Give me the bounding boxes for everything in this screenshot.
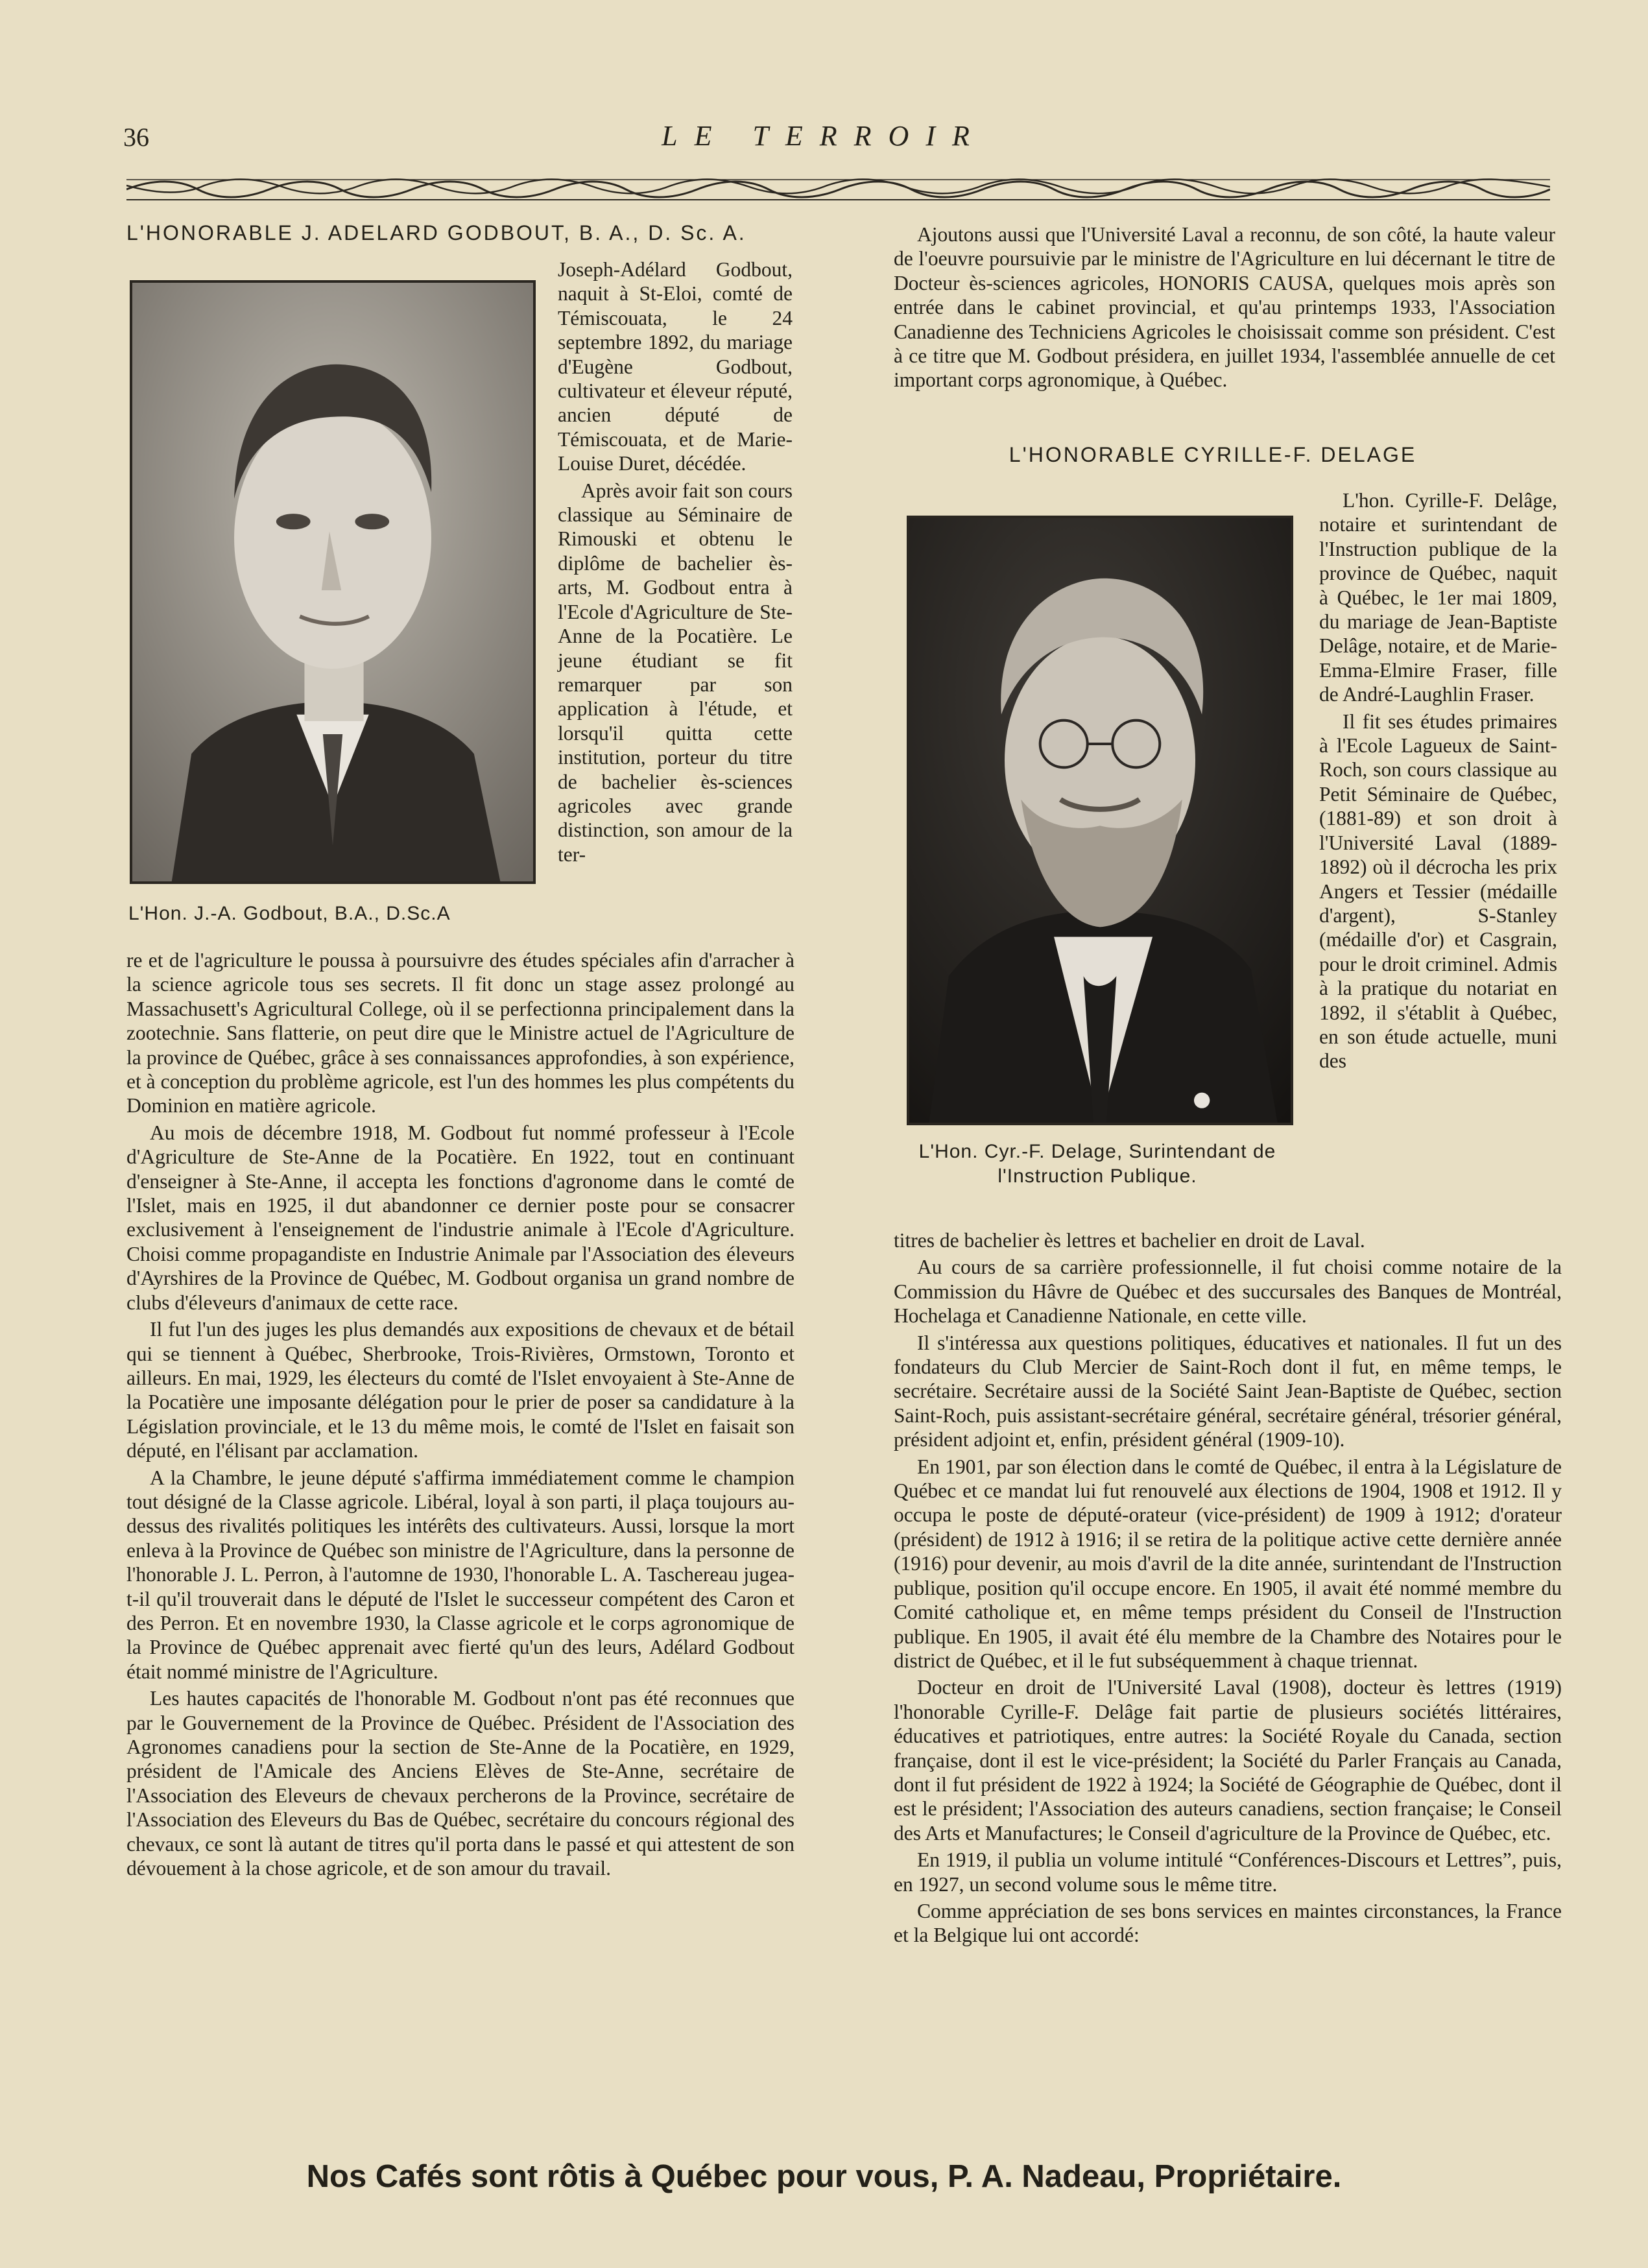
photo-caption-delage: L'Hon. Cyr.-F. Delage, Surintendant de l'Instruction Publique.: [918, 1141, 1276, 1187]
article2-paragraph: L'hon. Cyrille-F. Delâge, notaire et surintendant de l'Instruction publique de la province de Québec, naquit à Québec, le 1er mai 1809, du mariage de Jean-Baptiste Delâge, notaire, et de Marie-Emma-Elmire Fraser, fille de André-Laughlin Fraser.: [1319, 489, 1557, 706]
article-title-godbout: L'HONORABLE J. ADELARD GODBOUT, B. A., D. Sc. A.: [126, 221, 746, 245]
article2-paragraph: Il fit ses études primaires à l'Ecole Lagueux de Saint-Roch, son cours classique au Petit Séminaire de Québec, (1881-89) et son droit à l'Université Laval (1889-1892) où il décrocha les prix Angers et Tessier (médaille d'argent), S-Stanley (médaille d'or) et Casgrain, pour le droit criminel. Admis à la pratique du notariat en 1892, il s'établit à Québec, en son étude actuelle, muni des: [1319, 710, 1557, 1073]
article2-column-text: [894, 1228, 1562, 1950]
article1-paragraph: Ajoutons aussi que l'Université Laval a reconnu, de son côté, la haute valeur de l'oeuvre poursuivie par le ministre de l'Agriculture en lui décernant le titre de Docteur ès-sciences agricoles, HONORIS CAUSA, quelques mois après son entrée dans le cabinet provincial, et qu'au printemps 1933, l'Association Canadienne des Techniciens Agricoles le choisissait comme son président. C'est à ce titre que M. Godbout présidera, en juillet 1934, l'assemblée annuelle de cet important corps agronomique, à Québec.: [894, 223, 1555, 392]
article1-paragraph: Au mois de décembre 1918, M. Godbout fut nommé professeur à l'Ecole d'Agriculture de Ste-Anne de la Pocatière. En 1922, tout en continuant d'enseigner à Ste-Anne, il accepta les fonctions d'agronome dans le comté de l'Islet, mais en 1925, il dut abandonner ce dernier poste pour se consacrer exclusivement à l'enseignement de l'industrie animale à l'Ecole d'Agriculture. Choisi comme propagandiste en Industrie Animale par l'Association des éleveurs d'Ayrshires de la Province de Québec, M. Godbout organisa un grand nombre de clubs d'éleveurs d'animaux de cette race.: [126, 1121, 794, 1314]
decorative-border: [126, 176, 1550, 202]
running-title: LE TERROIR: [662, 120, 986, 152]
article1-paragraph: re et de l'agriculture le poussa à poursuivre des études spéciales afin d'arracher à la science agricole tous ses secrets. Il fit donc un stage assez prolongé au Massachusett's Agricultural College, où il se perfectionna principalement dans la zootechnie. Sans flatterie, on peut dire que le Ministre actuel de l'Agriculture de la province de Québec, grâce à ses connaissances approfondies, à son expérience, et à conception du problème agricole, est l'un des hommes les plus compétents du Dominion en matière agricole.: [126, 949, 794, 1117]
article2-paragraph: En 1919, il publia un volume intitulé “Conférences-Discours et Lettres”, puis, en 1927, un second volume sous le même titre.: [894, 1848, 1562, 1896]
article1-continuation-text: [894, 222, 1555, 395]
article1-paragraph: Joseph-Adélard Godbout, naquit à St-Eloi, comté de Témiscouata, le 24 septembre 1892, du mariage d'Eugène Godbout, cultivateur et éleveur réputé, ancien député de Témiscouata, et de Marie-Louise Duret, décédée.: [558, 258, 793, 475]
article2-paragraph: Il s'intéressa aux questions politiques, éducatives et nationales. Il fut un des fondateurs du Club Mercier de Saint-Roch dont il fut, en même temps, le secrétaire. Secrétaire aussi de la Société Saint Jean-Baptiste de Québec, section Saint-Roch, puis assistant-secrétaire général, secrétaire général, trésorier général, président adjoint et, enfin, président général (1909-10).: [894, 1331, 1562, 1451]
article2-paragraph: Comme appréciation de ses bons services en maintes circonstances, la France et la Belgique lui ont accordé:: [894, 1899, 1562, 1947]
article1-paragraph: Les hautes capacités de l'honorable M. Godbout n'ont pas été reconnues que par le Gouvernement de la Province de Québec. Président de l'Association des Agronomes canadiens pour la section de Ste-Anne de la Pocatière, en 1929, président de l'Amicale des Anciens Elèves de Ste-Anne, secrétaire de l'Association des Eleveurs de chevaux percherons de la Province, secrétaire de l'Association des Eleveurs du Bas de Québec, secrétaire du concours régional des chevaux, ce sont là autant de titres qu'il porta dans le passé et qui attestent de son dévouement à la chose agricole, et de son amour du travail.: [126, 1687, 794, 1880]
page-number: 36: [123, 123, 149, 152]
article1-paragraph: A la Chambre, le jeune député s'affirma immédiatement comme le champion tout désigné de la Classe agricole. Libéral, loyal à son parti, il plaça toujours au-dessus des rivalités politiques les intérêts des cultivateurs. Aussi, lorsque la mort enleva à la Province de Québec son ministre de l'Agriculture, dans la personne de l'honorable J. L. Perron, à l'automne de 1930, l'honorable L. A. Taschereau jugea-t-il qu'il trouverait dans le député de l'Islet le successeur compétent des Caron et des Perron. Et en novembre 1930, la Classe agricole et le corps agronomique de la Province de Québec apprenait avec fierté qu'un des leurs, Adélard Godbout était nommé ministre de l'Agriculture.: [126, 1466, 794, 1683]
article1-column-text: [126, 948, 794, 1883]
footer-advertisement: Nos Cafés sont rôtis à Québec pour vous, P. A. Nadeau, Propriétaire.: [306, 2159, 1342, 2194]
portrait-photo-delage: [907, 516, 1293, 1125]
article2-paragraph: titres de bachelier ès lettres et bachelier en droit de Laval.: [894, 1229, 1365, 1252]
article1-paragraph: Il fut l'un des juges les plus demandés aux expositions de chevaux et de bétail qui se tiennent à Québec, Sherbrooke, Trois-Rivières, Ormstown, Toronto et ailleurs. En mai, 1929, les électeurs du comté de l'Islet envoyaient à Ste-Anne de la Pocatière une imposante délégation pour le prier de poser sa candidature à la Législation provinciale, et le 13 du même mois, le comté de l'Islet en faisait son député, en l'élisant par acclamation.: [126, 1318, 794, 1462]
article1-wrap-text: [558, 257, 793, 869]
article-title-delage: L'HONORABLE CYRILLE-F. DELAGE: [1009, 443, 1417, 466]
article2-wrap-text: [1319, 488, 1557, 1076]
article1-paragraph: Après avoir fait son cours classique au Séminaire de Rimouski et obtenu le diplôme de bachelier ès-arts, M. Godbout entra à l'Ecole d'Agriculture de Ste-Anne de la Pocatière. Le jeune étudiant se fit remarquer par son application à l'étude, et lorsqu'il quitta cette institution, porteur du titre de bachelier ès-sciences agricoles avec grande distinction, son amour de la ter-: [558, 479, 793, 866]
portrait-photo-godbout: [130, 280, 536, 884]
photo-caption-godbout: L'Hon. J.-A. Godbout, B.A., D.Sc.A: [128, 903, 451, 924]
article2-paragraph: Au cours de sa carrière professionnelle, il fut choisi comme notaire de la Commission du Hâvre de Québec et des succursales des Banques de Montréal, Hochelaga et Canadienne Nationale, en cette ville.: [894, 1256, 1562, 1328]
article2-paragraph: En 1901, par son élection dans le comté de Québec, il entra à la Législature de Québec et ce mandat lui fut renouvelé aux élections de 1904, 1908 et 1912. Il y occupa le poste de député-orateur (vice-président) de 1909 à 1912; d'orateur (président) de 1912 à 1916; il se retira de la politique active cette dernière année (1916) pour devenir, au mois d'avril de la dite année, surintendant de l'Instruction publique, position qu'il occupe encore. En 1905, il avait été nommé membre du Comité catholique et, en même temps président du Conseil de l'Instruction publique. En 1905, il avait été élu membre de la Chambre des Notaires pour le district de Québec, et il le fut subséquemment à chaque triennat.: [894, 1455, 1562, 1672]
article2-paragraph: Docteur en droit de l'Université Laval (1908), docteur ès lettres (1919) l'honorable Cyrille-F. Delâge fait partie de plusieurs sociétés littéraires, éducatives et patriotiques, entre autres: la Société Royale du Canada, section française, dont il est le vice-président; la Société du Parler Français au Canada, dont il fut président de 1922 à 1924; la Société de Géographie de Québec, dont il est le président; l'Association des auteurs canadiens, section française; le Conseil des Arts et Manufactures; le Conseil d'agriculture de la Province de Québec, etc.: [894, 1676, 1562, 1844]
